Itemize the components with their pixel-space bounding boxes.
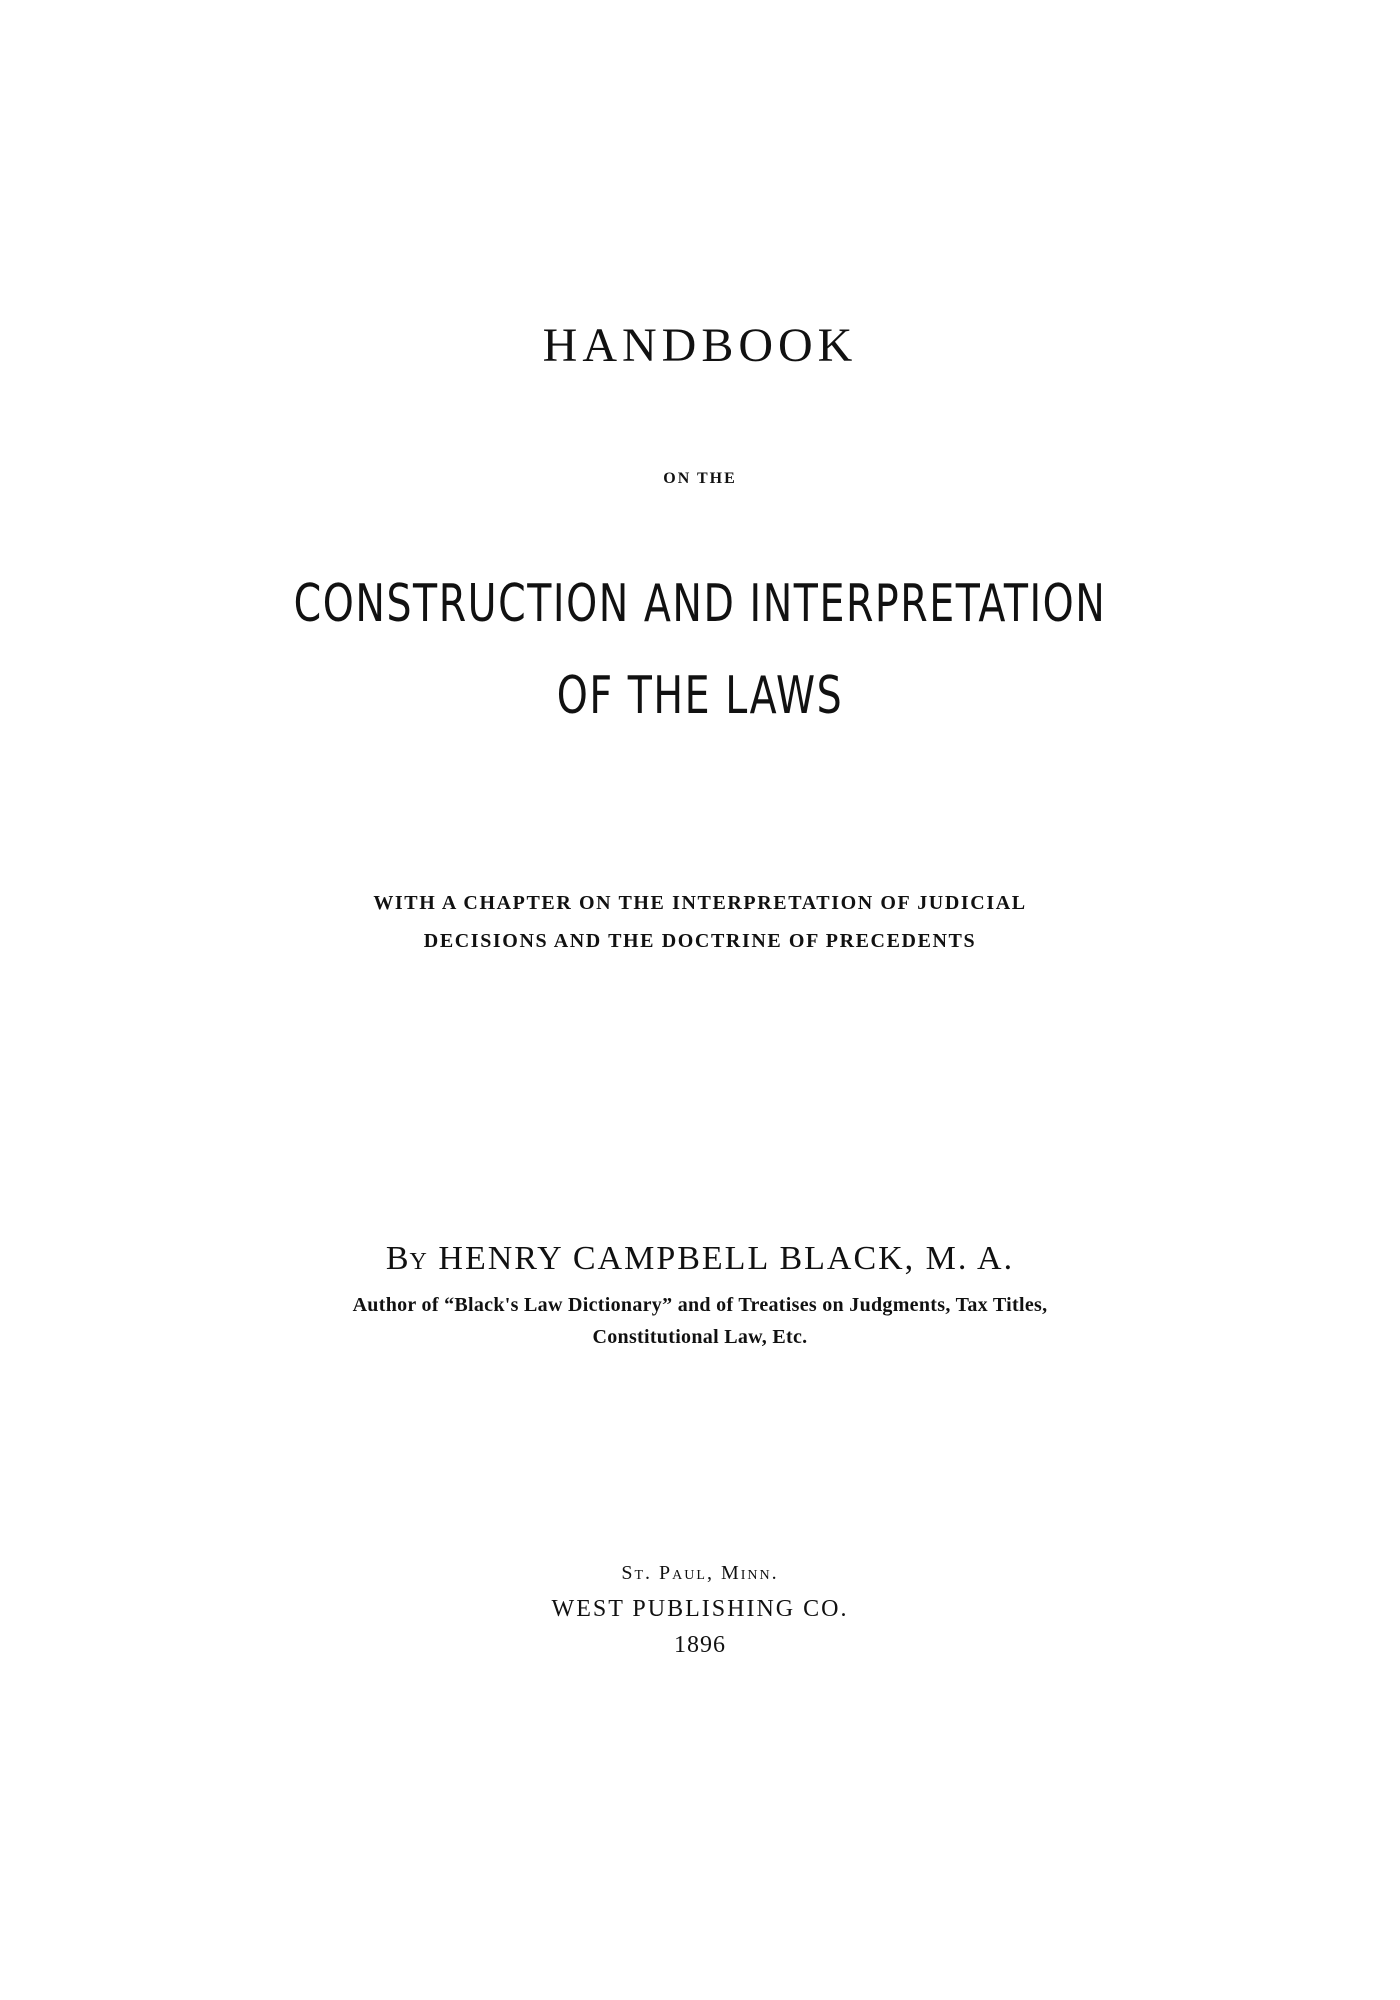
title-connector: ON THE — [663, 470, 737, 487]
author-prefix: By — [385, 1240, 428, 1277]
subject-title-line-2: OF THE LAWS — [556, 666, 844, 726]
book-title: HANDBOOK — [542, 319, 858, 372]
subtitle-line-1: WITH A CHAPTER ON THE INTERPRETATION OF JUDICIAL — [373, 892, 1027, 914]
subject-title-line-1: CONSTRUCTION AND INTERPRETATION — [293, 574, 1107, 634]
author-description-line-1: Author of “Black's Law Dictionary” and of Treatises on Judgments, Tax Titles, — [352, 1294, 1048, 1316]
publisher-name: WEST PUBLISHING CO. — [551, 1596, 849, 1622]
publication-place: St. Paul, Minn. — [621, 1562, 779, 1584]
subtitle-line-2: DECISIONS AND THE DOCTRINE OF PRECEDENTS — [423, 930, 977, 952]
author-name: HENRY CAMPBELL BLACK, M. A. — [438, 1240, 1015, 1277]
publication-year: 1896 — [674, 1632, 726, 1658]
author-description-line-2: Constitutional Law, Etc. — [592, 1326, 808, 1348]
author-line — [0, 1240, 1400, 1278]
